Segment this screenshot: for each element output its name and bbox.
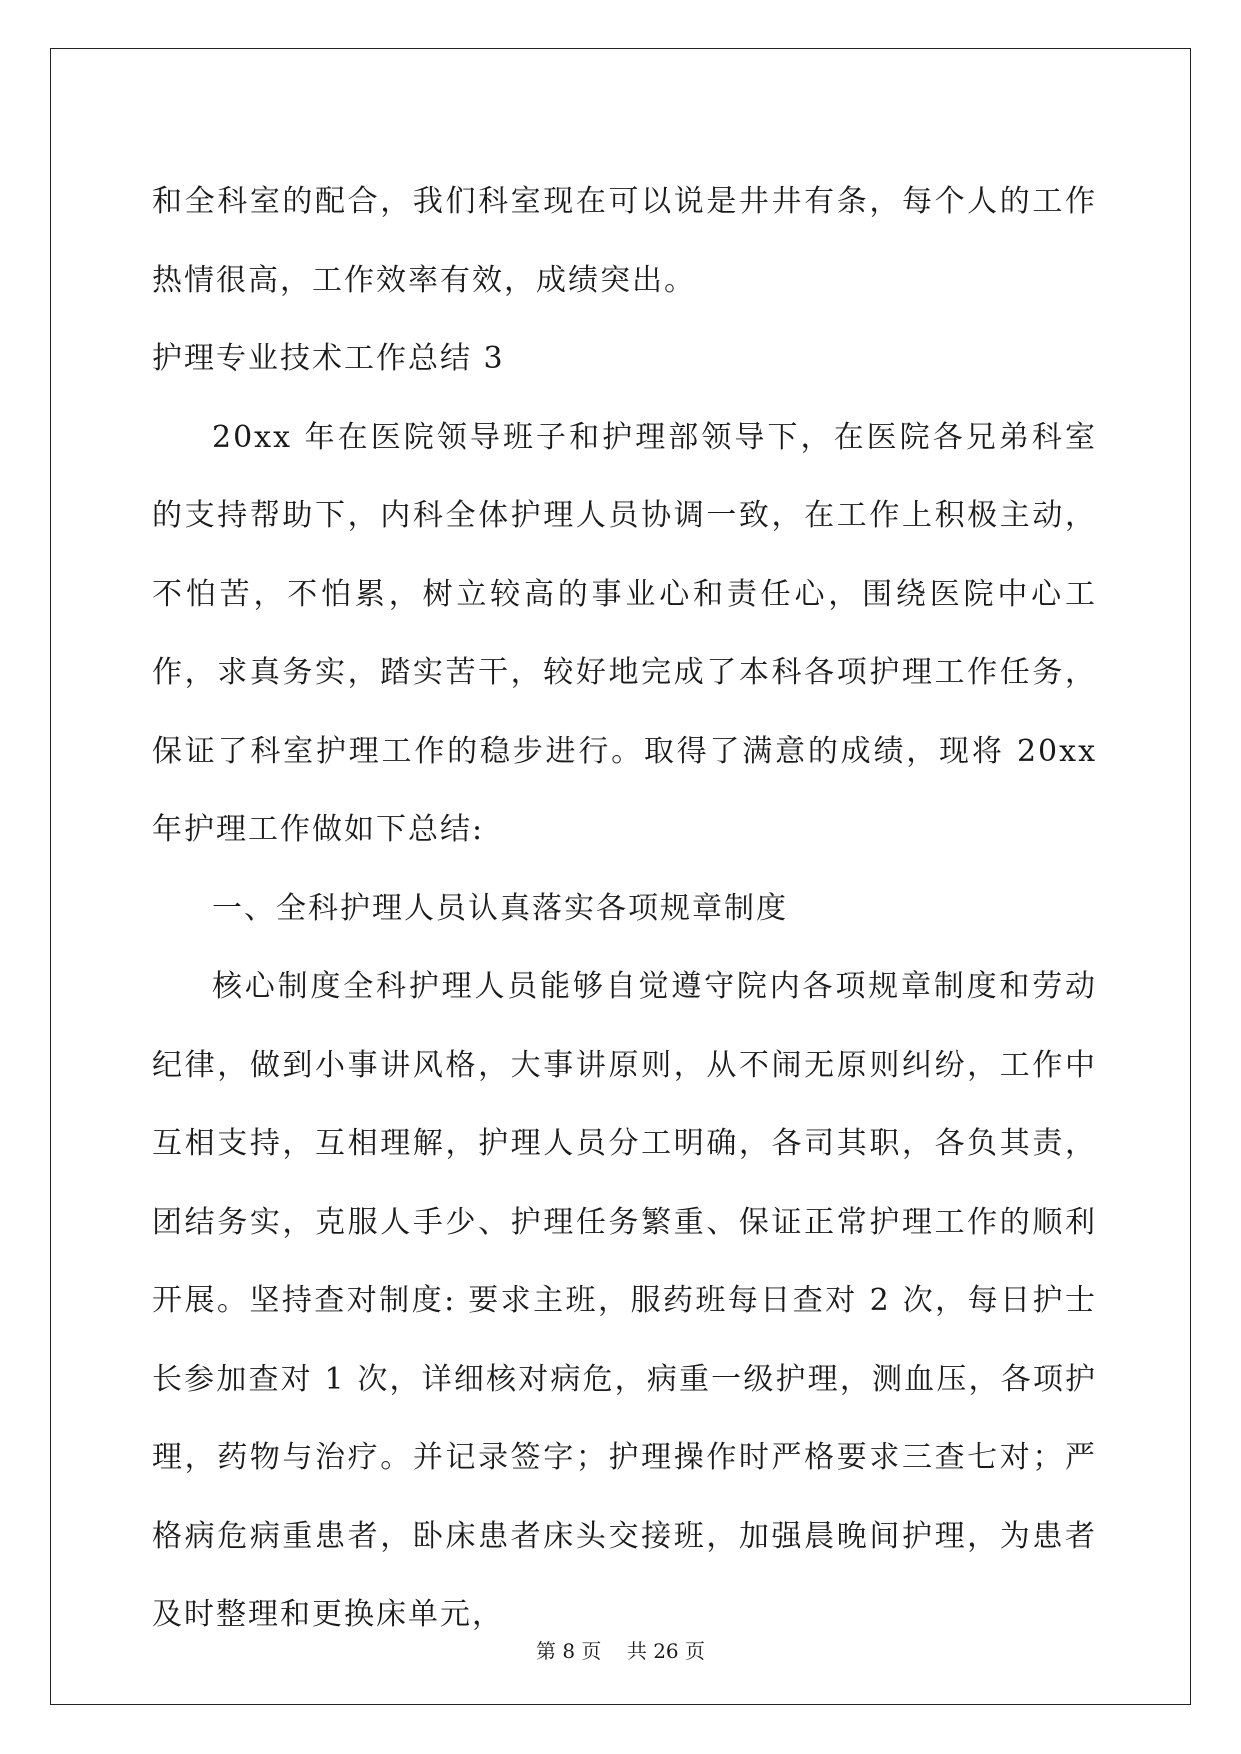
section-heading: 护理专业技术工作总结 3 xyxy=(152,341,505,376)
subsection-heading: 一、全科护理人员认真落实各项规章制度 xyxy=(212,890,788,926)
page-number-footer: 第 8 页 共 26 页 xyxy=(535,1639,706,1663)
document-body xyxy=(152,163,1097,1655)
paragraph-continuation: 和全科室的配合，我们科室现在可以说是井井有条，每个人的工作热情很高，工作效率有效，成绩突出。 xyxy=(152,184,1097,298)
paragraph-intro: 20xx 年在医院领导班子和护理部领导下，在医院各兄弟科室的支持帮助下，内科全体护理人员协调一致，在工作上积极主动，不怕苦，不怕累，树立较高的事业心和责任心，围绕医院中心工作，求真务实，踏实苦干，较好地完成了本科各项护理工作任务，保证了科室护理工作的稳步进行。取得了满意的成绩，现将 20xx 年护理工作做如下总结: xyxy=(152,419,1097,847)
paragraph-core-rules: 核心制度全科护理人员能够自觉遵守院内各项规章制度和劳动纪律，做到小事讲风格，大事讲原则，从不闹无原则纠纷，工作中互相支持，互相理解，护理人员分工明确，各司其职，各负其责，团结务实，克服人手少、护理任务繁重、保证正常护理工作的顺利开展。坚持查对制度: 要求主班，服药班每日查对 2 次，每日护士长参加查对 1 次，详细核对病危，病重一级护理，测血压，各项护理，药物与治疗。并记录签字；护理操作时严格要求三查七对；严格病危病重患者，卧床患者床头交接班，加强晨晚间护理，为患者及时整理和更换床单元， xyxy=(152,969,1097,1632)
